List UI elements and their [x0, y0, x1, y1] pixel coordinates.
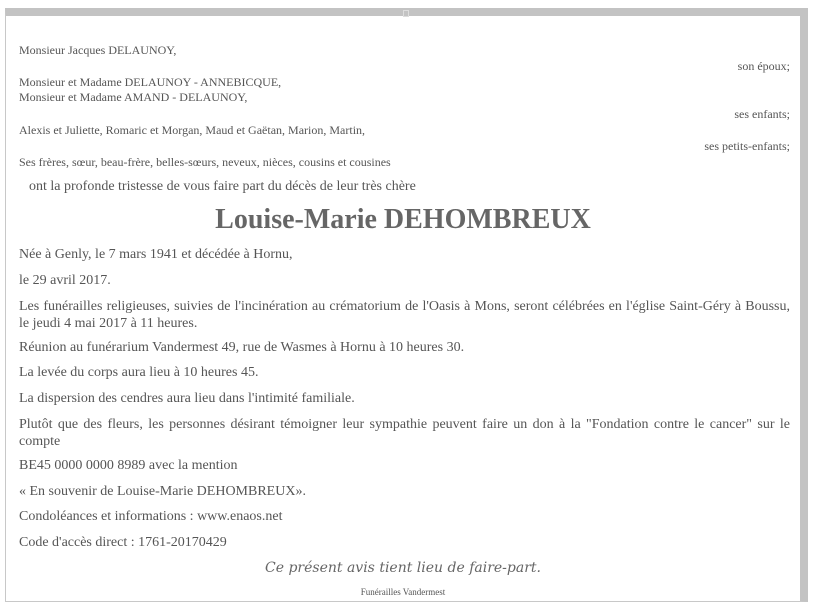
death-date: le 29 avril 2017.	[19, 273, 111, 288]
relatives-line: Ses frères, sœur, beau-frère, belles-sœurs, neveux, nièces, cousins et cousines	[19, 155, 391, 169]
notice-frame	[5, 8, 808, 602]
condolences-link[interactable]: Condoléances et informations : www.enaos.net	[19, 509, 283, 524]
spouse-role: son époux;	[737, 59, 790, 73]
deceased-name: Louise-Marie DEHOMBREUX	[215, 204, 591, 235]
birth-death: Née à Genly, le 7 mars 1941 et décédée à Hornu,	[19, 247, 293, 262]
children-line-1: Monsieur et Madame DELAUNOY - ANNEBICQUE,	[19, 75, 282, 89]
ashes-info: La dispersion des cendres aura lieu dans l'intimité familiale.	[19, 391, 355, 406]
gathering-info: Réunion au funérarium Vandermest 49, rue de Wasmes à Hornu à 10 heures 30.	[19, 340, 465, 355]
funeral-info: Les funérailles religieuses, suivies de l'incinération au crématorium de l'Oasis à Mons, seront célébrées en l'église Saint-Géry à Boussu, le jeudi 4 mai 2017 à 11 heures.	[19, 299, 790, 331]
grandchildren-role: ses petits-enfants;	[704, 139, 790, 153]
spouse-line: Monsieur Jacques DELAUNOY,	[19, 43, 177, 57]
body-lifting-info: La levée du corps aura lieu à 10 heures 45.	[19, 365, 259, 380]
account-number: BE45 0000 0000 8989 avec la mention	[19, 458, 238, 473]
grandchildren-line: Alexis et Juliette, Romaric et Morgan, Maud et Gaëtan, Marion, Martin,	[19, 123, 366, 137]
closing-note: Ce présent avis tient lieu de faire-part.	[265, 560, 541, 576]
children-line-2: Monsieur et Madame AMAND - DELAUNOY,	[19, 90, 248, 104]
resize-handle[interactable]	[403, 10, 409, 17]
announcement: ont la profonde tristesse de vous faire part du décès de leur très chère	[29, 179, 416, 194]
children-role: ses enfants;	[734, 107, 790, 121]
donation-mention: « En souvenir de Louise-Marie DEHOMBREUX».	[19, 484, 306, 499]
donation-info: Plutôt que des fleurs, les personnes désirant témoigner leur sympathie peuvent faire un don à la "Fondation contre le cancer" sur le compte	[19, 417, 790, 449]
access-code: Code d'accès direct : 1761-20170429	[19, 535, 227, 550]
footer-funeral-home: Funérailles Vandermest	[360, 587, 446, 597]
